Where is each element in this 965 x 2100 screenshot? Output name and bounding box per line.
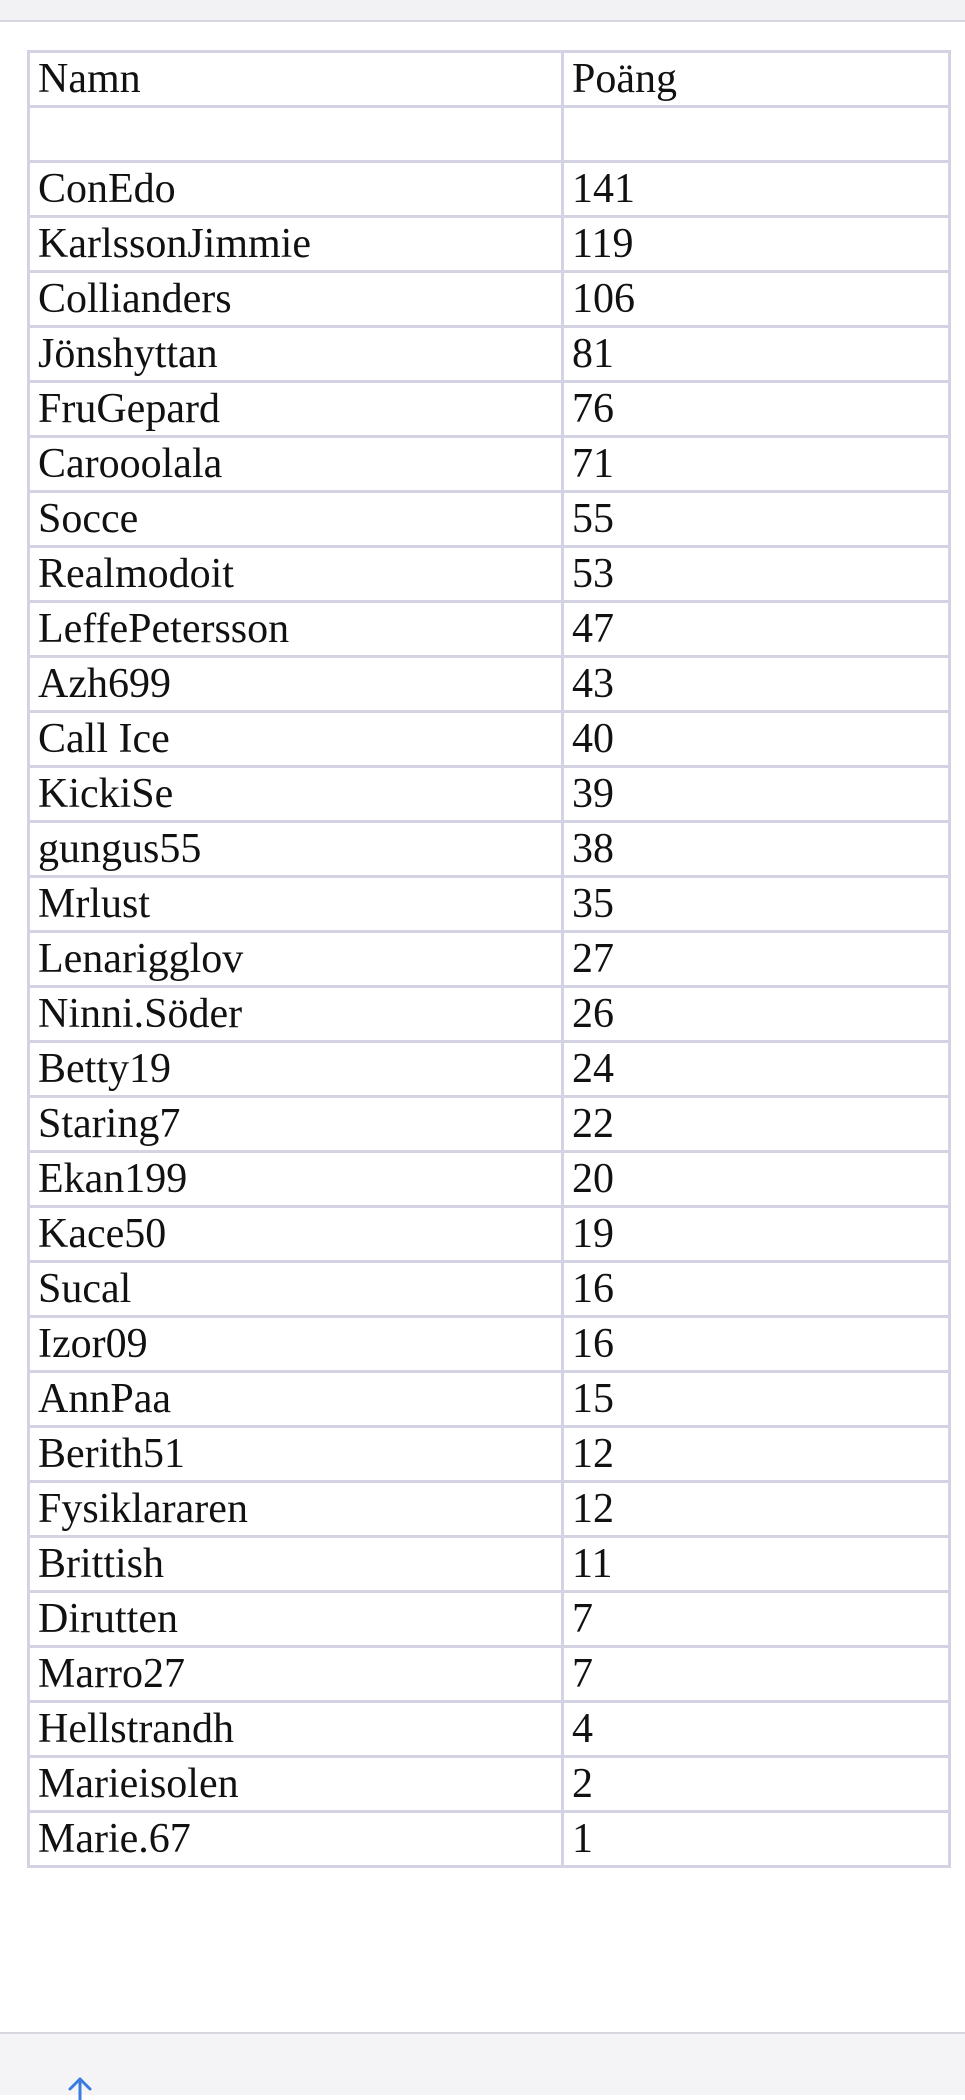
player-score-cell: 12 [564,1428,948,1483]
table-row [30,548,948,603]
player-score-cell: 47 [564,603,948,658]
player-score-cell: 20 [564,1153,948,1208]
column-header-score: Poäng [564,53,948,108]
player-score-cell: 16 [564,1318,948,1373]
player-name-cell: Berith51 [30,1428,564,1483]
player-score-cell: 71 [564,438,948,493]
table-row [30,933,948,988]
player-name-cell: Socce [30,493,564,548]
player-score-cell: 81 [564,328,948,383]
player-name-cell: Mrlust [30,878,564,933]
player-score-cell: 76 [564,383,948,438]
bottom-toolbar [0,2032,965,2095]
table-row [30,713,948,768]
player-score-cell: 24 [564,1043,948,1098]
table-row [30,1758,948,1813]
player-name-cell [30,108,564,163]
player-score-cell: 39 [564,768,948,823]
player-name-cell: KarlssonJimmie [30,218,564,273]
table-row [30,108,948,163]
table-row [30,438,948,493]
player-score-cell: 15 [564,1373,948,1428]
player-score-cell: 19 [564,1208,948,1263]
player-score-cell: 7 [564,1648,948,1703]
table-row [30,1318,948,1373]
table-row [30,163,948,218]
table-row [30,1648,948,1703]
player-name-cell: Dirutten [30,1593,564,1648]
player-name-cell: KickiSe [30,768,564,823]
player-name-cell: Carooolala [30,438,564,493]
table-row [30,823,948,878]
table-row [30,493,948,548]
table-row [30,1098,948,1153]
player-name-cell: LeffePetersson [30,603,564,658]
table-row [30,1263,948,1318]
player-name-cell: FruGepard [30,383,564,438]
player-name-cell: Staring7 [30,1098,564,1153]
table-row [30,1593,948,1648]
player-score-cell: 55 [564,493,948,548]
table-row [30,1483,948,1538]
player-name-cell: Marieisolen [30,1758,564,1813]
player-name-cell: Izor09 [30,1318,564,1373]
player-name-cell: Fysiklararen [30,1483,564,1538]
table-row [30,1153,948,1208]
score-table [27,50,951,1868]
table-row [30,273,948,328]
player-name-cell: Azh699 [30,658,564,713]
column-header-name: Namn [30,53,564,108]
table-row [30,658,948,713]
player-score-cell: 22 [564,1098,948,1153]
table-header-row [30,53,948,108]
scoreboard [27,50,951,1868]
player-score-cell: 27 [564,933,948,988]
table-row [30,328,948,383]
table-row [30,1043,948,1098]
player-score-cell: 1 [572,1816,593,1862]
player-score-cell: 7 [564,1593,948,1648]
player-score-cell: 141 [564,163,948,218]
table-row [30,218,948,273]
player-score-cell: 119 [564,218,948,273]
table-row [30,383,948,438]
player-score-cell: 40 [564,713,948,768]
top-bar [0,0,965,22]
player-score-cell: 12 [564,1483,948,1538]
player-name-cell: Sucal [30,1263,564,1318]
player-score-cell: 43 [564,658,948,713]
player-name-cell: Lenarigglov [30,933,564,988]
table-row [30,878,948,933]
player-score-cell: 16 [564,1263,948,1318]
player-score-cell: 106 [564,273,948,328]
table-row [30,603,948,658]
player-name-cell: Jönshyttan [30,328,564,383]
table-row [30,1703,948,1758]
player-name-cell: Ekan199 [30,1153,564,1208]
player-score-cell: 35 [564,878,948,933]
player-name-cell: Hellstrandh [30,1703,564,1758]
table-row [30,1813,948,1865]
player-name-cell: Marie.67 [30,1813,564,1865]
table-row [30,1373,948,1428]
player-name-cell: Realmodoit [30,548,564,603]
player-score-cell: 2 [564,1758,948,1813]
player-score-cell: 11 [564,1538,948,1593]
table-row [30,1208,948,1263]
player-score-cell: 53 [564,548,948,603]
table-row [30,1428,948,1483]
player-name-cell: gungus55 [30,823,564,878]
player-score-cell: 4 [564,1703,948,1758]
arrow-up-icon[interactable] [66,2076,94,2100]
player-name-cell: Ninni.Söder [30,988,564,1043]
player-name-cell: Collianders [30,273,564,328]
player-score-cell [564,108,948,163]
table-row [30,1538,948,1593]
player-name-cell: Kace50 [30,1208,564,1263]
player-name-cell: Marro27 [30,1648,564,1703]
player-score-cell: 38 [564,823,948,878]
player-name-cell: AnnPaa [30,1373,564,1428]
player-name-cell: Brittish [30,1538,564,1593]
player-score-cell: 26 [564,988,948,1043]
table-row [30,768,948,823]
player-name-cell: Call Ice [30,713,564,768]
player-name-cell: ConEdo [30,163,564,218]
player-name-cell: Betty19 [30,1043,564,1098]
table-row [30,988,948,1043]
